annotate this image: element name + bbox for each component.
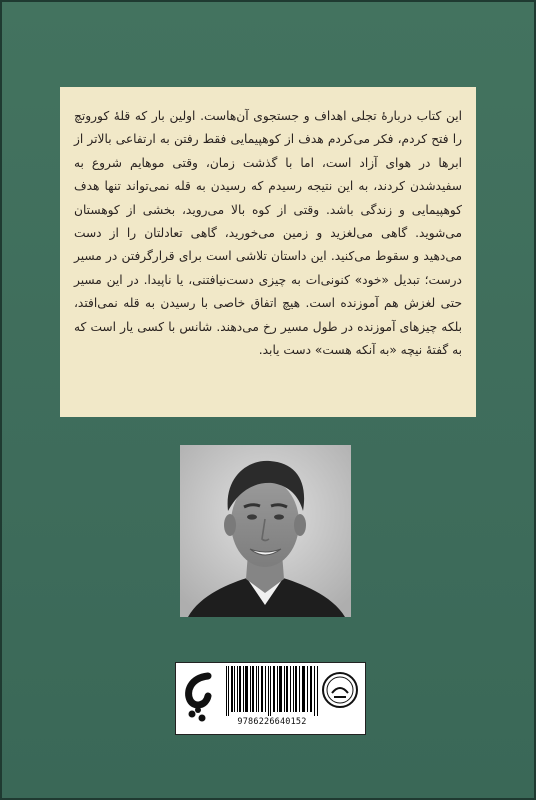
isbn-barcode-icon (224, 666, 320, 716)
isbn-number: 9786226640152 (237, 717, 307, 727)
author-photo (180, 445, 351, 617)
publisher-seal-icon (321, 671, 359, 709)
blurb-box (60, 87, 476, 417)
author-portrait-image (180, 445, 351, 617)
blurb-text: این کتاب دربارۀ تجلی اهداف و جستجوی آن‌هاست. اولین بار که قلۀ کوروتچ را فتح کردم، فکر می‌کردم هدف از کوهپیمایی فقط رفتن به ارتفاعی بالاتر از ابرها در هوای آزاد است، اما با گذشت زمان، وقتی موهایم شروع به سفیدشدن کردند، به این نتیجه رسیدم که رسیدن به قله نمی‌تواند تنها هدف کوهپیمایی و زندگی باشد. وقتی از کوه بالا می‌روید، بخشی از کوهستان می‌شوید. گاهی می‌لغزید و زمین می‌خورید، گاهی تعادلتان را از دست می‌دهید و سقوط می‌کنید. این داستان تلاشی است برای قرارگرفتن در مسیر درست؛ تبدیل «خود» کنونی‌ات به چیزی دست‌نیافتنی، یا ناپیدا. در این مسیر حتی لغزش هم آموزنده است. هیچ اتفاق خاصی با رسیدن به قله نمی‌افتد، بلکه چیزهای آموزنده در طول مسیر رخ می‌دهند. شانس با کسی یار است که به گفتۀ نیچه «به آنکه هست» دست یابد. (74, 109, 462, 358)
publisher-logo-icon (178, 666, 218, 730)
